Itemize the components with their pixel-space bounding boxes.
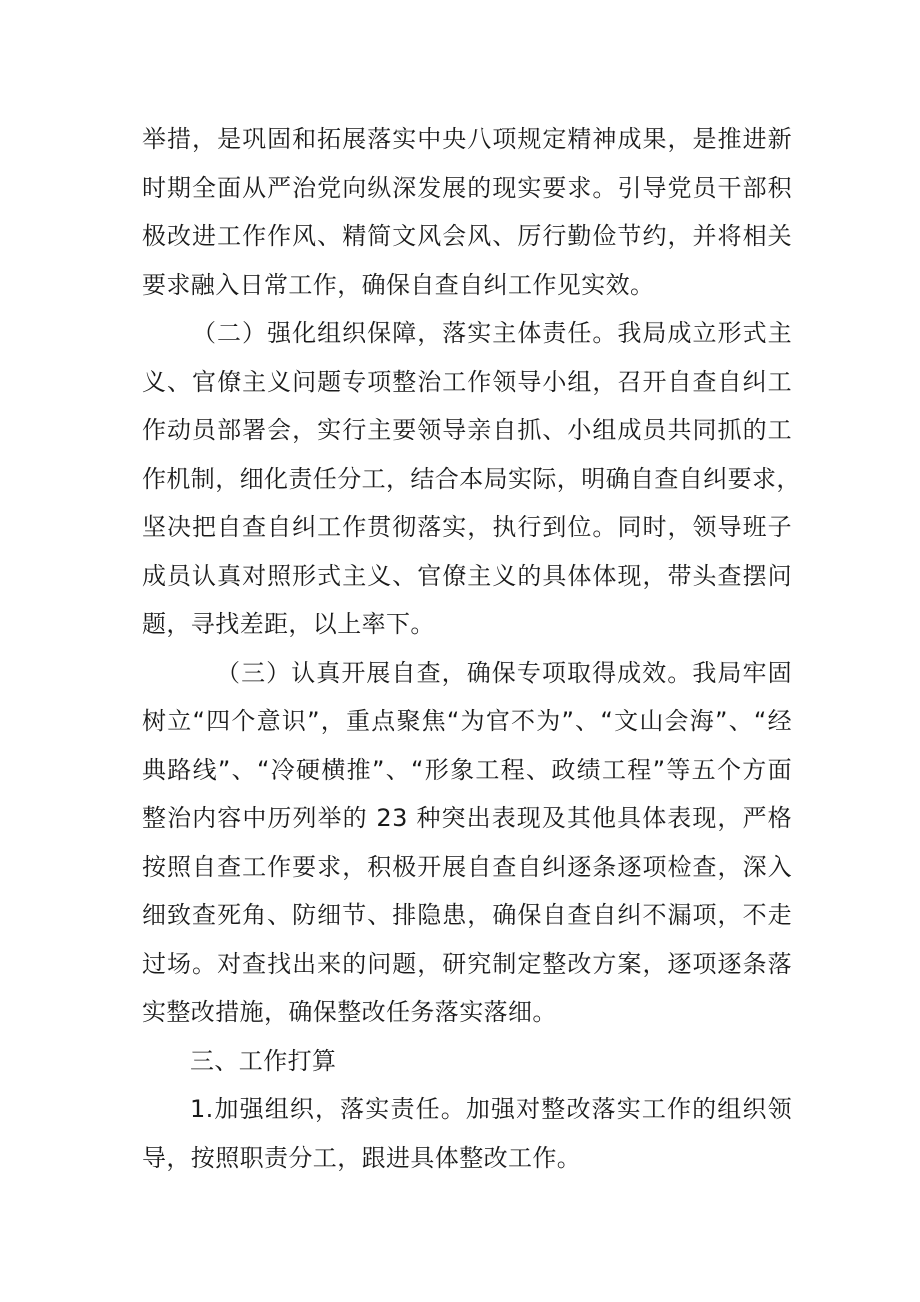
- paragraph-continued: [142, 115, 792, 309]
- section-heading: [142, 1037, 792, 1086]
- text-line: 义、官僚主义问题专项整治工作领导小组，召开自查自纠工: [142, 367, 792, 396]
- text-line: 举措，是巩固和拓展落实中央八项规定精神成果，是推进新: [142, 125, 792, 153]
- text-line: 要求融入日常工作，确保自查自纠工作见实效。: [142, 270, 655, 299]
- text-line: 极改进工作作风、精简文风会风、厉行勤俭节约，并将相关: [142, 222, 792, 250]
- text-line: 按照自查工作要求，积极开展自查自纠逐条逐项检查，深入: [142, 852, 792, 881]
- paragraph-item-1: [142, 1085, 792, 1182]
- text-line: 过场。对查找出来的问题，研究制定整改方案，逐项逐条落: [142, 949, 792, 978]
- text-line: 导，按照职责分工，跟进具体整改工作。: [142, 1143, 582, 1172]
- text-line: 典路线”、“冷硬横推”、“形象工程、政绩工程”等五个方面: [142, 755, 792, 784]
- text-line: 作动员部署会，实行主要领导亲自抓、小组成员共同抓的工: [142, 416, 792, 444]
- section-title: 三、工作打算: [190, 1046, 337, 1075]
- document-body: [142, 115, 801, 1182]
- text-line: 整治内容中历列举的 23 种突出表现及其他具体表现，严格: [142, 804, 792, 832]
- text-line: （三）认真开展自查，确保专项取得成效。我局牢固: [216, 658, 792, 687]
- paragraph-organization: [142, 309, 801, 649]
- text-line: 作机制，细化责任分工，结合本局实际，明确自查自纠要求，: [142, 464, 801, 493]
- text-line: 细致查死角、防细节、排隐患，确保自查自纠不漏项，不走: [142, 901, 792, 929]
- text-line: 实整改措施，确保整改任务落实落细。: [142, 998, 557, 1026]
- text-line: （二）强化组织保障，落实主体责任。我局成立形式主: [192, 319, 792, 347]
- text-line: 坚决把自查自纠工作贯彻落实，执行到位。同时，领导班子: [142, 513, 792, 541]
- text-line: 题，寻找差距，以上率下。: [142, 610, 435, 638]
- text-line: 时期全面从严治党向纵深发展的现实要求。引导党员干部积: [142, 173, 792, 202]
- text-line: 成员认真对照形式主义、官僚主义的具体体现，带头查摆问: [142, 561, 792, 590]
- text-line: 1.加强组织，落实责任。加强对整改落实工作的组织领: [190, 1095, 792, 1123]
- text-line: 树立“四个意识”，重点聚焦“为官不为”、“文山会海”、“经: [142, 707, 792, 735]
- paragraph-self-inspection: [142, 649, 792, 1037]
